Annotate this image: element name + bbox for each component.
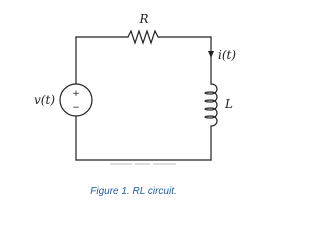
resistor-symbol [128, 31, 160, 43]
current-arrow-icon [208, 51, 214, 58]
source-plus-sign: + [72, 89, 80, 99]
circuit-wires [76, 37, 211, 160]
inductor-symbol [205, 84, 217, 126]
figure-caption: Figure 1. RL circuit. [90, 186, 177, 197]
resistor-label: R [139, 12, 149, 26]
source-label: v(t) [34, 93, 55, 107]
inductor-label: L [225, 97, 233, 111]
source-minus-sign: − [72, 103, 80, 113]
current-label: i(t) [218, 48, 237, 62]
